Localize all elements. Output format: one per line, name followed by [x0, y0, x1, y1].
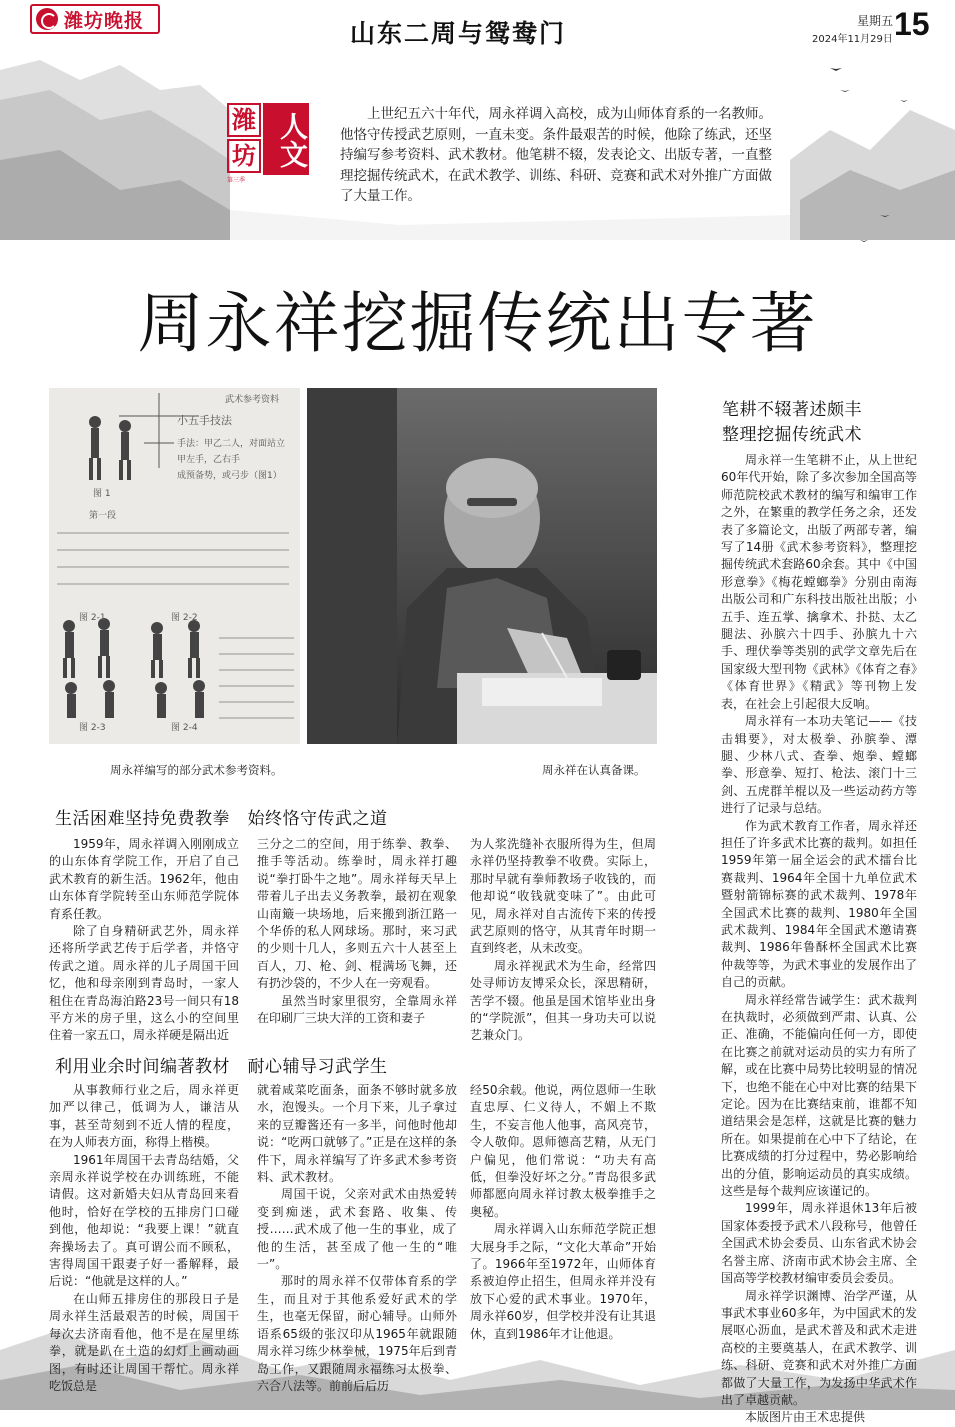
doc-line-8: 图 2-3 [79, 723, 106, 733]
section2-col1 [49, 1082, 239, 1393]
issue-date: 2024年11月29日 [812, 34, 893, 45]
doc-line-9: 图 2-4 [171, 723, 198, 733]
doc-line-0: 小五手技法 [177, 414, 232, 427]
left-photo-caption: 周永祥编写的部分武术参考资料。 [110, 763, 283, 777]
section3-col [721, 452, 917, 1425]
doc-header: 武术参考资料 [225, 395, 280, 405]
section1-title: 生活困难坚持免费教拳 始终恪守传武之道 [55, 809, 388, 829]
right-photo-caption: 周永祥在认真备课。 [542, 763, 646, 777]
masthead-name: 潍坊晚报 [64, 9, 145, 32]
section3-p6: 周永祥学识渊博、治学严谨，从事武术事业60多年，为中国武术的发展呕心沥血，是武术普及和武术走进高校的主要奠基人，在武术教学、训练、科研、竞赛和武术对外推广方面都做了大量工作，为发扬中华武术作出了卓越贡献。 [721, 1288, 917, 1407]
section2-p4: 周国干说，父亲对武术由热爱转变到痴迷，武术套路、收集、传授……武术成了他一生的事业，成了他的生活，甚至成了他一生的“唯一”。 [257, 1187, 457, 1272]
section1-p1: 1959年，周永祥调入刚刚成立的山东体育学院工作，开启了自己武术教育的新生活。1962年，他由山东体育学院转至山东师范学院体育系任教。 [49, 837, 239, 921]
page-number: 15 [894, 6, 930, 42]
section2-p1: 从事教师行业之后，周永祥更加严以律己，低调为人，谦洁从事，甚至苛刻到不近人情的程度，在为人师表方面，称得上楷模。 [49, 1083, 239, 1150]
section1-col2 [257, 836, 457, 1034]
photo-credit: 本版图片由王术忠提供 [745, 1410, 866, 1425]
portrait-illustration [307, 388, 657, 744]
section2-p3b: 就着咸菜吃面条，面条不够时就多放水，泡馒头。一个月下来，儿子拿过来的豆瓣酱还有一多半，问他时他却说：“吃两口就够了。”正是在这样的条件下，周永祥编写了许多武术参考资料、武术教材。 [257, 1083, 457, 1185]
manuscript-illustration [49, 388, 300, 744]
section2-p5a: 那时的周永祥不仅带体育系的学生，而且对于其他系爱好武术的学生，也毫无保留，耐心辅导。山师外语系65级的张汉印从1965年就跟随周永祥习练少林拳械，1975年后到青岛工作，又跟随周永福练习太极拳、六合八法等。前前后后历 [257, 1274, 457, 1393]
section1-col3 [470, 836, 656, 1043]
section2-col3 [470, 1082, 656, 1367]
section1-col1 [49, 836, 239, 1043]
section3-p2: 周永祥有一本功夫笔记——《技击辑要》，对太极拳、孙膑拳、潭腿、少林八式、查拳、炮拳、螳螂拳、形意拳、短打、枪法、滚门十三剑、五虎群羊棍以及一些运动药方等进行了记录与总结。 [721, 714, 917, 816]
seal-char-3: 坊 [227, 139, 261, 173]
section1-p2a: 除了自身精研武艺外，周永祥还将所学武艺传于后学者，并恪守传武之道。周永祥的儿子周国干回忆，他和母亲刚到青岛时，一家人租住在青岛海泊路23号一间只有18平方米的房子里，这么小的空间里住着一家五口，周永祥硬是隔出近 [49, 924, 239, 1043]
section1-p4: 周永祥视武术为生命，经常四处寻师访友博采众长，深思精研，苦学不辍。他虽是国术馆毕业出身的“学院派”，但其一身功夫可以说艺兼众门。 [470, 958, 656, 1043]
newspaper-logo-icon [36, 8, 58, 30]
section3-title [722, 398, 862, 448]
section2-p3a: 在山师五排房住的那段日子是周永祥生活最艰苦的时候，周国干每次去济南看他，他不是在屋里练拳，就是趴在土造的幻灯上画动画图，有时还让周国干帮忙。周永祥吃饭总是 [49, 1291, 239, 1393]
section3-p3: 作为武术教育工作者，周永祥还担任了许多武术比赛的裁判。如担任1959年第一届全运会的武术擂台比赛裁判、1964年全国十九单位武术暨射箭锦标赛的武术裁判、1978年全国武术比赛的裁判、1980年全国武术裁判、1984年全国武术邀请赛裁判、1986年鲁酥杯全国武术比赛仲裁等等，为武术事业的发展作出了自己的贡献。 [721, 818, 917, 990]
seal-small: 第三季 [227, 177, 246, 184]
doc-line-7: 图 2-2 [171, 613, 198, 623]
doc-line-6: 图 2-1 [79, 613, 106, 623]
section2-title: 利用业余时间编著教材 耐心辅导习武学生 [55, 1057, 388, 1077]
section1-p2b: 三分之二的空间，用于练拳、教拳、推手等活动。练拳时，周永祥打趣说“拳打卧牛之地”。周永祥每天早上带着儿子出去义务教拳，最初在观象山南簸一块场地，后来搬到浙江路一个华侨的私人网球场。那时，来习武的少则十几人，多则五六十人甚至上百人，刀、枪、剑、棍满场飞舞，还有扔沙袋的，不少人在一旁观看。 [257, 837, 457, 991]
headline: 周永祥挖掘传统出专著 [137, 285, 818, 362]
section-title: 山东二周与鸳鸯门 [350, 19, 567, 48]
doc-line-1: 手法：甲乙二人，对面站立 [177, 439, 286, 449]
doc-line-2: 甲左手，乙右手 [177, 455, 241, 465]
column-seal [227, 103, 309, 183]
doc-line-5: 第一段 [89, 511, 117, 521]
section3-p4: 周永祥经常告诫学生：武术裁判在执裁时，必须做到严肃、认真、公正、准确，不能偏向任何一方，即使在比赛之前就对运动员的实力有所了解，或在比赛中局势比较明显的情况下，也绝不能在心中对比赛的结果下定论。因为在比赛结束前，谁都不知道结果会是怎样，这就是比赛的魅力所在。如果提前在心中下了结论，在比赛成绩的打分过程中，势必影响给出的分值，影响运动员的真实成绩。这些是每个裁判应该谨记的。 [721, 992, 917, 1199]
section2-p2: 1961年周国干去青岛结婚，父亲周永祥说学校在办训练班，不能请假。这对新婚夫妇从青岛回来看他时，恰好在学校的五排房门口碰到他，他却说：“我要上课！”就直奔操场去了。真可谓公而不顾私，害得周国干跟妻子好一番解释，最后说：“他就是这样的人。” [49, 1152, 239, 1289]
section1-p3b: 为人浆洗缝补衣服所得为生，但周永祥仍坚持教拳不收费。实际上，那时早就有拳师教场子收钱的，而他却说“收钱就变味了”。由此可见，周永祥对自古流传下来的传授武艺原则的恪守，从其青年时期一直到终老，从未改变。 [470, 837, 656, 956]
section2-col2 [257, 1082, 457, 1393]
man-writing-photo [307, 388, 657, 744]
doc-line-4: 图 1 [93, 489, 111, 499]
section1-p3a: 虽然当时家里很穷，全靠周永祥在印刷厂三块大洋的工资和妻子 [257, 993, 457, 1026]
section3-p5: 1999年，周永祥退休13年后被国家体委授予武术八段称号，他曾任全国武术协会委员、山东省武术协会名誉主席、济南市武术协会主席、全国高等学校教材编审委员会委员。 [721, 1201, 917, 1286]
section3-title-line1: 笔耕不辍著述颇丰 [722, 400, 862, 420]
section3-title-line2: 整理挖掘传统武术 [722, 425, 862, 445]
doc-line-3: 成预备势，或弓步（图1） [177, 471, 282, 481]
masthead [30, 4, 160, 34]
section2-p5b: 经50余载。他说，两位恩师一生耿直忠厚、仁义待人，不媚上不欺生，不妄言他人他事，高风亮节，令人敬仰。恩师德高艺精，从无门户偏见，他们常说：“功夫有高低，但拳没好坏之分。”青岛很多武师都愿向周永祥讨教太极拳推手之奥秘。 [470, 1083, 656, 1219]
intro-paragraph: 上世纪五六十年代，周永祥调入高校，成为山师体育系的一名教师。他恪守传授武艺原则，一直未变。条件最艰苦的时候，他除了练武，还坚持编写参考资料、武术教材。他笔耕不辍，发表论文、出版专著，一直整理挖掘传统武术，在武术教学、训练、科研、竞赛和武术对外推广方面做了大量工作。 [340, 106, 772, 204]
section2-p6: 周永祥调入山东师范学院正想大展身手之际，“文化大革命”开始了。1966年至1972年，山师体育系被迫停止招生，但周永祥并没有放下心爱的武术事业。1970年，周永祥60岁，但学校并没有让其退休，直到1986年才让他退。 [470, 1222, 656, 1341]
seal-char-2: 人文 [263, 103, 309, 175]
martial-arts-manuscript-photo [49, 388, 300, 744]
weekday: 星期五 [857, 14, 894, 28]
section3-p1: 周永祥一生笔耕不止，从上世纪60年代开始，除了多次参加全国高等师范院校武术教材的编写和编审工作之外，在繁重的教学任务之余，还发表了多篇论文，出版了两部专著，编写了14册《武术参考资料》，整理挖掘传统武术套路60余套。其中《中国形意拳》《梅花螳螂拳》分别由南海出版公司和广东科技出版社出版；小五手、连五掌、擒拿术、扑挞、太乙腿法、孙膑六十四手、孙膑九十六手、理伏拳等类别的武学文章先后在国家级大型刊物《武林》《体育之春》《体育世界》《精武》等刊物上发表，在社会上引起很大反响。 [721, 453, 917, 711]
seal-char-1: 潍 [227, 103, 261, 137]
